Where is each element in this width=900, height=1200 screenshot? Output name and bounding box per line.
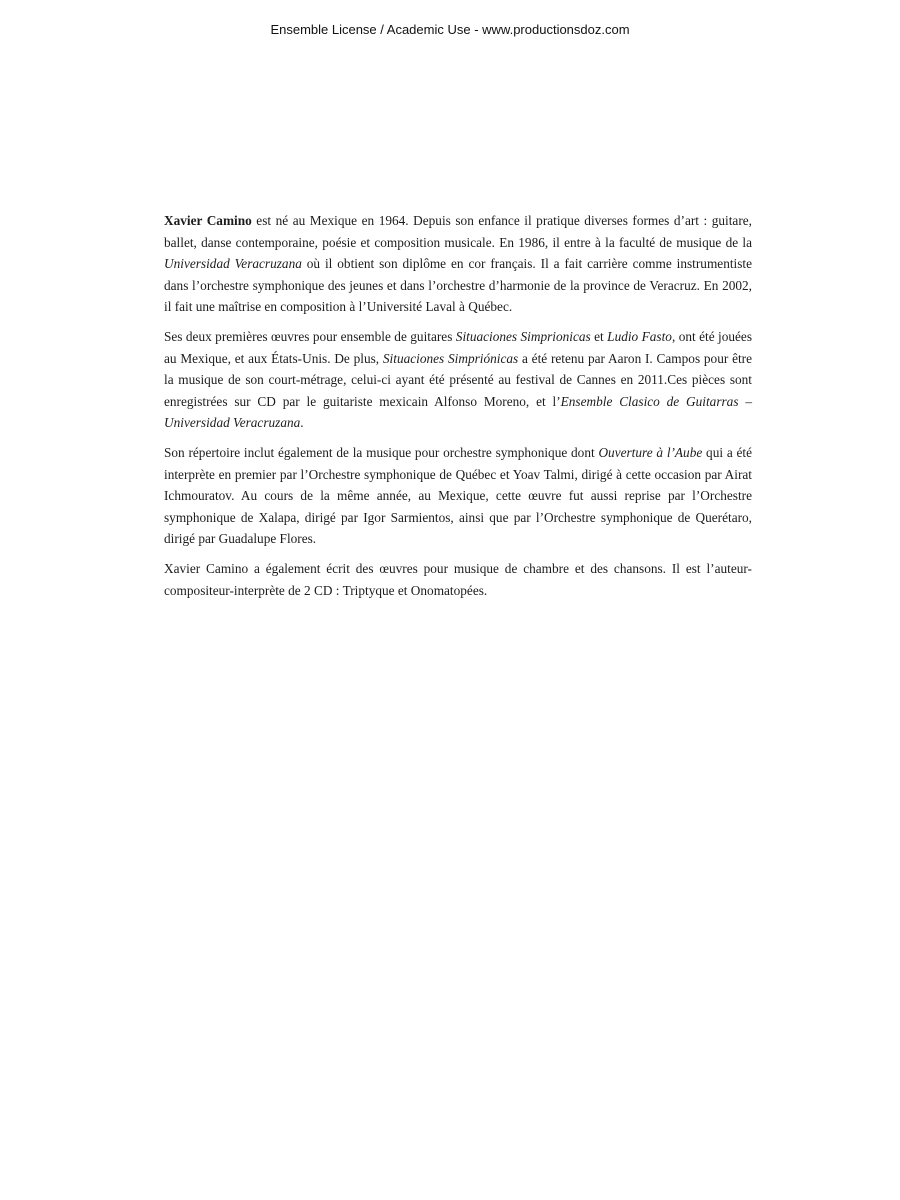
composer-biography <box>164 210 752 609</box>
bio-p1-text-1: est né au Mexique en 1964. Depuis son enfance il pratique diverses formes d’art : guitare, ballet, danse contemporaine, poésie et composition musicale. En 1986, il entre à la faculté de musique de la <box>164 213 752 250</box>
bio-p2-text-1: Ses deux premières œuvres pour ensemble de guitares <box>164 328 456 344</box>
bio-p2-text-3: , ont été jouées au Mexique, et aux États-Unis. De plus, <box>164 328 753 366</box>
bio-p3-italic-1: Ouverture à l’Aube <box>598 444 703 460</box>
bio-p2-text-4: a été retenu par Aaron I. Campos pour être la musique de son court-métrage, celui-ci ayant été présenté au festival de Cannes en 2011.Ces pièces sont enregistrées sur CD par le guitariste mexicain Alfonso Moreno, et l’ <box>164 350 752 409</box>
bio-paragraph-1 <box>164 210 752 318</box>
bio-p1-text-2: où il obtient son diplôme en cor français. Il a fait carrière comme instrumentiste dans l’orchestre symphonique des jeunes et dans l’orchestre d’harmonie de la province de Veracruz. En 2002, il fait une maîtrise en composition à l’Université Laval à Québec. <box>164 256 752 315</box>
composer-name: Xavier Camino <box>164 213 252 228</box>
bio-p2-italic-1: Situaciones Simprionicas <box>455 328 591 344</box>
bio-p2-italic-4: Ensemble Clasico de Guitarras – Universidad Veracruzana <box>164 393 752 431</box>
bio-p2-text-2: et <box>590 328 608 344</box>
bio-p2-text-5: . <box>300 415 304 431</box>
bio-paragraph-4 <box>164 558 752 601</box>
bio-paragraph-2 <box>164 326 752 434</box>
bio-p1-italic-1: Universidad Veracruzana <box>164 256 302 272</box>
bio-p2-italic-3: Situaciones Simpriónicas <box>382 350 519 366</box>
license-header: Ensemble License / Academic Use - www.productionsdoz.com <box>270 22 630 37</box>
bio-paragraph-3 <box>164 442 752 550</box>
bio-p3-text-1: Son répertoire inclut également de la musique pour orchestre symphonique dont <box>164 444 599 460</box>
bio-p3-text-2: qui a été interprète en premier par l’Orchestre symphonique de Québec et Yoav Talmi, dirigé à cette occasion par Airat Ichmouratov. Au cours de la même année, au Mexique, cette œuvre fut aussi reprise par l’Orchestre symphonique de Xalapa, dirigé par Igor Sarmientos, ainsi que par l’Orchestre symphonique de Querétaro, dirigé par Guadalupe Flores. <box>164 444 752 547</box>
bio-p4-text-1: Xavier Camino a également écrit des œuvres pour musique de chambre et des chansons. Il est l’auteur-compositeur-interprète de 2 CD : Triptyque et Onomatopées. <box>164 560 752 598</box>
bio-p2-italic-2: Ludio Fasto <box>607 328 672 344</box>
